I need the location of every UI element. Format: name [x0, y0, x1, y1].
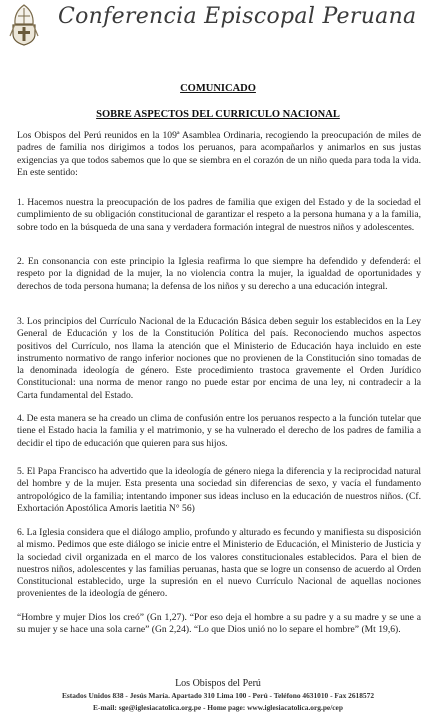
- bible-quotes-paragraph: “Hombre y mujer Dios los creó” (Gn 1,27). “Por eso deja el hombre a su padre y a su madre y se une a su mujer y se hace una sola carne” (Gn 2,24). “Lo que Dios unió no lo separe el hombre” (Mt 19,6).: [17, 612, 421, 636]
- episcopal-crest-icon: [6, 2, 42, 46]
- intro-paragraph: Los Obispos del Perú reunidos en la 109ª Asamblea Ordinaria, recogiendo la preocupación de miles de padres de familia nos dirigimos a todos los peruanos, para acompañarlos y animarlos en sus justas exigencias ya que todos sabemos que lo que se siembra en el corazón de un niño queda para toda la vida. En este sentido:: [17, 130, 421, 178]
- signature: Los Obispos del Perú: [175, 678, 261, 689]
- paragraph-2: 2. En consonancia con este principio la Iglesia reafirma lo que siempre ha defendido y defenderá: el respeto por la dignidad de la mujer, la no violencia contra la mujer, la igualdad de oportunidades y derechos de toda persona humana; la defensa de los niños y su derecho a una educación integral.: [17, 256, 421, 292]
- document-subtitle: SOBRE ASPECTOS DEL CURRICULO NACIONAL: [96, 109, 340, 120]
- paragraph-1: 1. Hacemos nuestra la preocupación de los padres de familia que exigen del Estado y de la sociedad el cumplimiento de su obligación constitucional de garantizar el respeto a la persona humana y a la familia, sobre todo en la búsqueda de una sana y verdadera formación integral de nuestros niños y adolescentes.: [17, 197, 421, 233]
- organization-name: Conferencia Episcopal Peruana: [58, 4, 417, 29]
- document-title: COMUNICADO: [180, 83, 256, 94]
- paragraph-4: 4. De esta manera se ha creado un clima de confusión entre los peruanos respecto a la función tutelar que tiene el Estado hacia la familia y el matrimonio, y se ha vulnerado el derecho de los padres de familia a decidir el tipo de educación que quieren para sus hijos.: [17, 413, 421, 449]
- letterhead: [0, 0, 436, 50]
- footer-contact: E-mail: sge@iglesiacatolica.org.pe - Home page: www.iglesiacatolica.org.pe/cep: [93, 703, 343, 712]
- footer-address: Estados Unidos 838 - Jesús María. Apartado 310 Lima 100 - Perú - Teléfono 4631010 - Fax 2618572: [61, 691, 375, 700]
- paragraph-6: 6. La Iglesia considera que el diálogo amplio, profundo y alturado es fecundo y manifiesta su disposición al mismo. Pedimos que este diálogo se inicie entre el Ministerio de Educación, el Ministerio de Justicia y la sociedad civil organizada en el marco de los valores constitucionales establecidos. Para el bien de nuestros niños, adolescentes y las familias peruanas, hasta que se logre un consenso de acuerdo al Orden Constitucional establecido, urge la supresión en el nuevo Currículo Nacional de aquellas nociones provenientes de la ideología de género.: [17, 527, 421, 600]
- paragraph-3: 3. Los principios del Currículo Nacional de la Educación Básica deben seguir los establecidos en la Ley General de Educación y los de la Constitución Política del país. Reconociendo muchos aspectos positivos del Currículo, nos llama la atención que el Ministerio de Educación haya incluido en este instrumento normativo de rango inferior nociones que no provienen de la Constitución sino tomadas de la denominada ideología de género. Este procedimiento trastoca gravemente el Orden Jurídico Constitucional: una norma de menor rango no puede estar por encima de una ley, ni contradecir a la Carta fundamental del Estado.: [17, 316, 421, 401]
- paragraph-5: 5. El Papa Francisco ha advertido que la ideología de género niega la diferencia y la reciprocidad natural del hombre y de la mujer. Esta presenta una sociedad sin diferencias de sexo, y vacía el fundamento antropológico de la familia; intentando imponer sus ideas incluso en la educación de nuestros niños. (Cf. Exhortación Apostólica Amoris laetitia N° 56): [17, 466, 421, 514]
